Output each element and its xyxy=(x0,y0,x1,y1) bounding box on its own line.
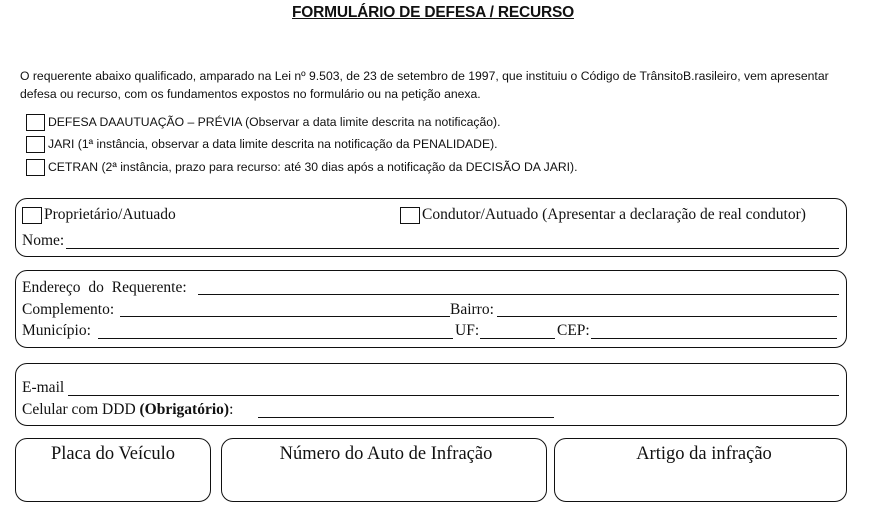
uf-field[interactable] xyxy=(480,338,555,339)
form-title: FORMULÁRIO DE DEFESA / RECURSO xyxy=(292,4,574,21)
celular-label-row xyxy=(22,401,233,419)
celular-colon: : xyxy=(229,401,234,418)
proprietario-label: Proprietário/Autuado xyxy=(44,206,176,223)
option-defesa-previa[interactable] xyxy=(26,113,500,131)
endereco-field[interactable] xyxy=(198,294,839,295)
nome-field[interactable] xyxy=(66,248,839,249)
uf-label: UF: xyxy=(455,322,480,339)
email-field[interactable] xyxy=(68,395,839,396)
option-cetran[interactable] xyxy=(26,158,578,176)
celular-field[interactable] xyxy=(258,417,554,418)
cetran-label: CETRAN (2ª instância, prazo para recurso: até 30 dias após a notificação da DECISÃO DA JARI). xyxy=(48,160,578,174)
cetran-checkbox[interactable] xyxy=(26,159,45,176)
cep-label: CEP: xyxy=(557,322,590,339)
complemento-field[interactable] xyxy=(120,316,450,317)
defesa-previa-label: DEFESA DAAUTUAÇÃO – PRÉVIA (Observar a data limite descrita na notificação). xyxy=(48,115,501,129)
condutor-label: Condutor/Autuado (Apresentar a declaração de real condutor) xyxy=(422,206,806,223)
proprietario-option[interactable] xyxy=(22,206,176,224)
condutor-option[interactable] xyxy=(400,206,806,224)
defesa-previa-checkbox[interactable] xyxy=(26,114,45,131)
municipio-field[interactable] xyxy=(98,338,453,339)
jari-label: JARI (1ª instância, observar a data limite descrita na notificação da PENALIDADE). xyxy=(48,137,498,151)
bairro-label: Bairro: xyxy=(450,301,494,318)
endereco-label: Endereço do Requerente: xyxy=(22,279,187,296)
auto-infracao-label: Número do Auto de Infração xyxy=(279,444,493,464)
bairro-field[interactable] xyxy=(497,316,837,317)
option-jari[interactable] xyxy=(26,135,498,153)
obrigatorio-label: (Obrigatório) xyxy=(139,401,230,418)
condutor-checkbox[interactable] xyxy=(400,207,420,224)
celular-label: Celular com DDD xyxy=(22,401,136,418)
intro-paragraph: O requerente abaixo qualificado, amparado na Lei nº 9.503, de 23 de setembro de 1997, que instituiu o Código de TrânsitoB.rasileiro, vem apresentar defesa ou recurso, com os fundamentos expostos no formulário ou na petição anexa. xyxy=(20,69,829,101)
placa-label: Placa do Veículo xyxy=(51,444,175,464)
municipio-label: Município: xyxy=(22,322,91,339)
artigo-label: Artigo da infração xyxy=(636,444,772,464)
jari-checkbox[interactable] xyxy=(26,136,45,153)
email-label: E-mail xyxy=(22,379,65,396)
complemento-label: Complemento: xyxy=(22,301,115,318)
nome-label: Nome: xyxy=(22,232,65,249)
proprietario-checkbox[interactable] xyxy=(22,207,42,224)
cep-field[interactable] xyxy=(591,338,837,339)
